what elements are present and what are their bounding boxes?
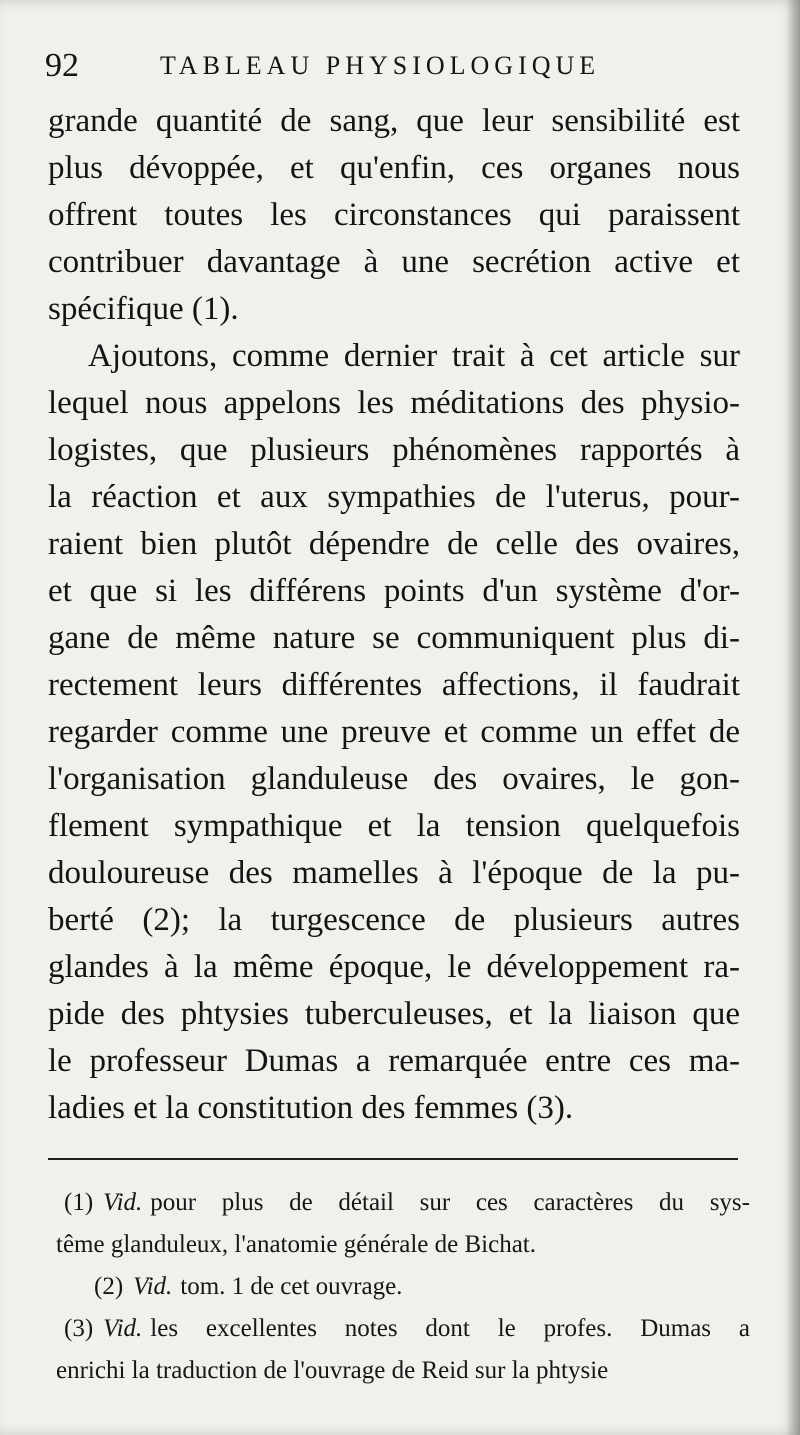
text-line: glandes à la même époque, le développement ra- [48, 949, 740, 985]
text-line: logistes, que plusieurs phénomènes rapportés à [48, 432, 740, 468]
footnote-vid: Vid. [133, 1273, 173, 1300]
footnote-1-continuation: tême glanduleux, l'anatomie générale de Bichat. [56, 1231, 537, 1258]
running-title: TABLEAU PHYSIOLOGIQUE [160, 51, 601, 80]
page-header [45, 48, 745, 84]
footnote-3 [64, 1308, 750, 1350]
text-line: pide des phtysies tuberculeuses, et la liaison que [48, 996, 740, 1032]
text-line: le professeur Dumas a remarquée entre ces ma- [48, 1043, 740, 1079]
footnote-text: tom. 1 de cet ouvrage. [180, 1273, 403, 1300]
footnote-3-continuation: enrichi la traduction de l'ouvrage de Reid sur la phtysie [56, 1357, 609, 1384]
text-line: flement sympathique et la tension quelquefois [48, 808, 740, 844]
footnote-number: (1) [64, 1189, 94, 1216]
text-line: regarder comme une preuve et comme un effet de [48, 714, 740, 750]
footnote-vid: Vid. [103, 1189, 143, 1216]
body-text [48, 98, 740, 1132]
text-line: Ajoutons, comme dernier trait à cet article sur [88, 338, 740, 374]
page-edge-shadow [786, 0, 800, 1435]
text-line: l'organisation glanduleuse des ovaires, le gon- [48, 761, 740, 797]
text-line: grande quantité de sang, que leur sensibilité est [48, 103, 740, 139]
footnote-2 [94, 1266, 750, 1308]
text-line: berté (2); la turgescence de plusieurs autres [48, 902, 740, 938]
text-line: ladies et la constitution des femmes (3). [48, 1090, 574, 1126]
footnote-text: les excellentes notes dont le profes. Dumas a [150, 1315, 750, 1342]
footnote-separator [48, 1158, 738, 1160]
footnote-1 [64, 1182, 750, 1224]
text-line: lequel nous appelons les méditations des physio- [48, 385, 740, 421]
text-line: et que si les différens points d'un système d'or- [48, 573, 740, 609]
text-line: raient bien plutôt dépendre de celle des ovaires, [48, 526, 740, 562]
text-line: spécifique (1). [48, 291, 239, 327]
text-line: contribuer davantage à une secrétion active et [48, 244, 740, 280]
text-line: offrent toutes les circonstances qui paraissent [48, 197, 740, 233]
footnote-number: (2) [94, 1273, 124, 1300]
footnote-vid: Vid. [103, 1315, 143, 1342]
text-line: gane de même nature se communiquent plus di- [48, 620, 740, 656]
text-line: rectement leurs différentes affections, il faudrait [48, 667, 740, 703]
text-line: douloureuse des mamelles à l'époque de la pu- [48, 855, 740, 891]
text-line: plus dévoppée, et qu'enfin, ces organes nous [48, 150, 740, 186]
footnote-text: pour plus de détail sur ces caractères du sys- [150, 1189, 750, 1216]
footnotes [56, 1182, 750, 1392]
text-line: la réaction et aux sympathies de l'uterus, pour- [48, 479, 740, 515]
footnote-number: (3) [64, 1315, 94, 1342]
page-number: 92 [45, 47, 79, 84]
